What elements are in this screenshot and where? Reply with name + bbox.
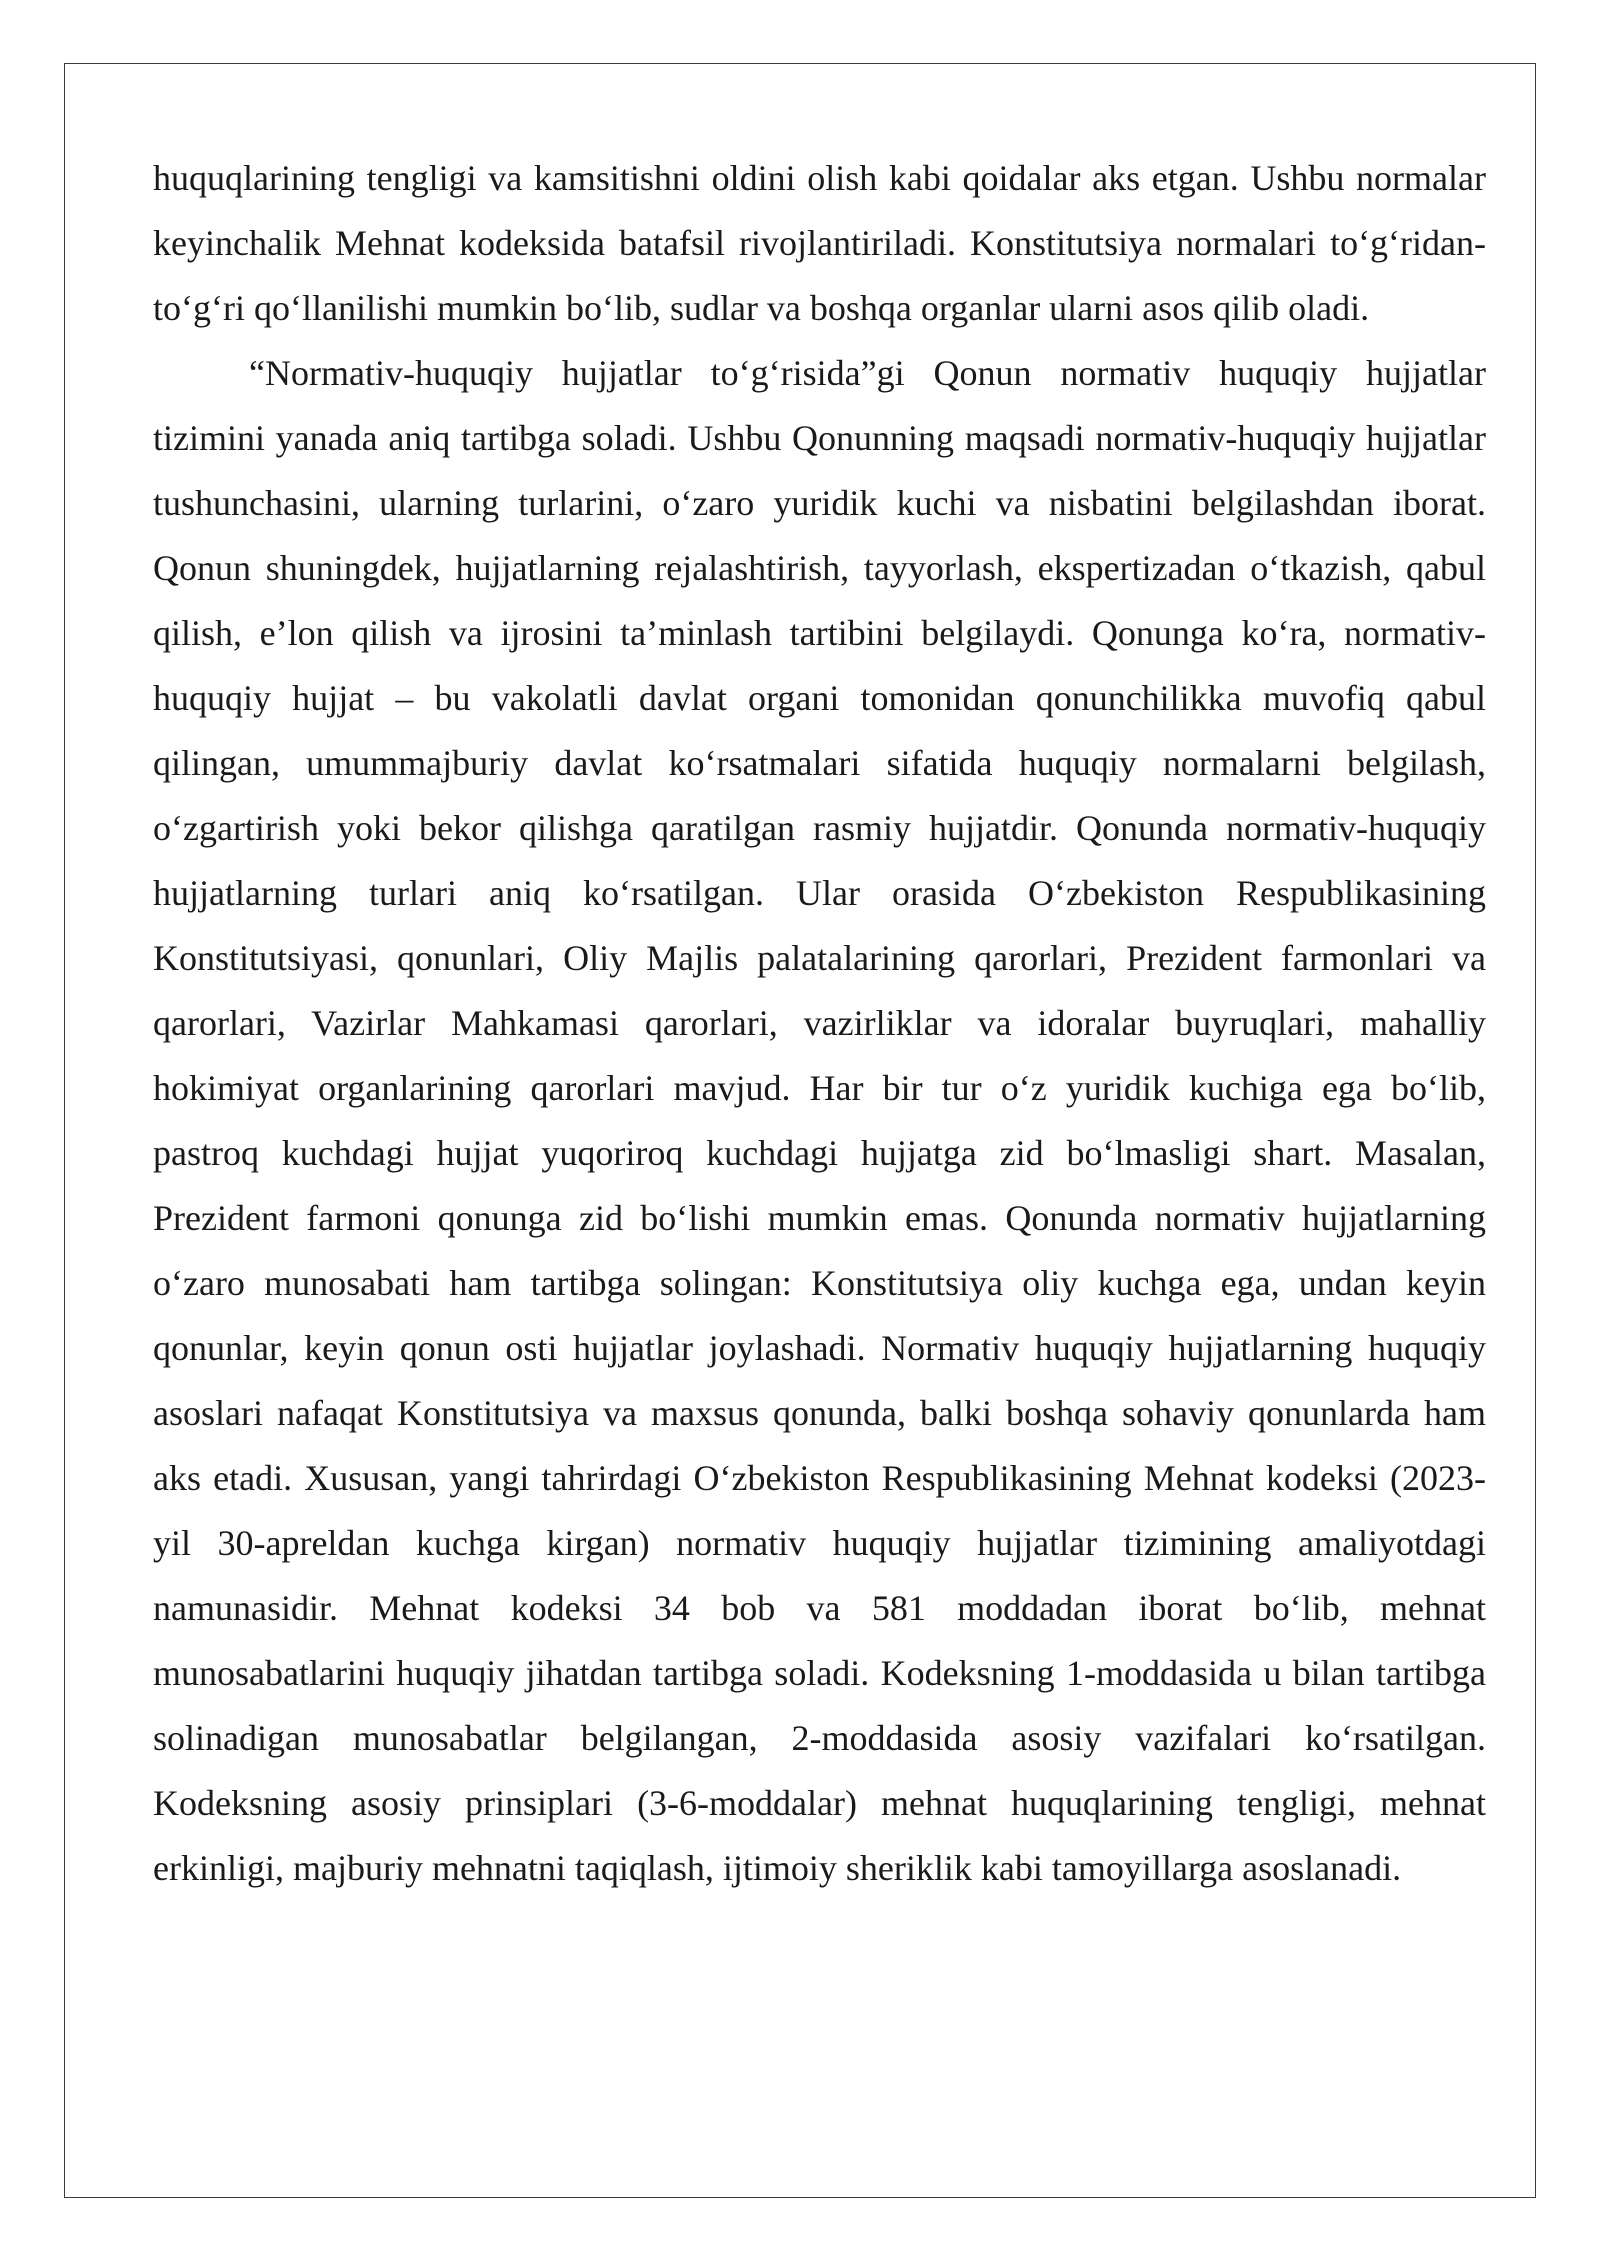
paragraph-normative-law: “Normativ-huquqiy hujjatlar to‘g‘risida”gi Qonun normativ huquqiy hujjatlar tizimini yanada aniq tartibga soladi. Ushbu Qonunning maqsadi normativ-huquqiy hujjatlar tushunchasini, ularning turlarini, o‘zaro yuridik kuchi va nisbatini belgilashdan iborat. Qonun shuningdek, hujjatlarning rejalashtirish, tayyorlash, ekspertizadan o‘tkazish, qabul qilish, e’lon qilish va ijrosini ta’minlash tartibini belgilaydi. Qonunga ko‘ra, normativ-huquqiy hujjat – bu vakolatli davlat organi tomonidan qonunchilikka muvofiq qabul qilingan, umummajburiy davlat ko‘rsatmalari sifatida huquqiy normalarni belgilash, o‘zgartirish yoki bekor qilishga qaratilgan rasmiy hujjatdir. Qonunda normativ-huquqiy hujjatlarning turlari aniq ko‘rsatilgan. Ular orasida O‘zbekiston Respublikasining Konstitutsiyasi, qonunlari, Oliy Majlis palatalarining qarorlari, Prezident farmonlari va qarorlari, Vazirlar Mahkamasi qarorlari, vazirliklar va idoralar buyruqlari, mahalliy hokimiyat organlarining qarorlari mavjud. Har bir tur o‘z yuridik kuchiga ega bo‘lib, pastroq kuchdagi hujjat yuqoriroq kuchdagi hujjatga zid bo‘lmasligi shart. Masalan, Prezident farmoni qonunga zid bo‘lishi mumkin emas. Qonunda normativ hujjatlarning o‘zaro munosabati ham tartibga solingan: Konstitutsiya oliy kuchga ega, undan keyin qonunlar, keyin qonun osti hujjatlar joylashadi. Normativ huquqiy hujjatlarning huquqiy asoslari nafaqat Konstitutsiya va maxsus qonunda, balki boshqa sohaviy qonunlarda ham aks etadi. Xususan, yangi tahrirdagi O‘zbekiston Respublikasining Mehnat kodeksi (2023-yil 30-apreldan kuchga kirgan) normativ huquqiy hujjatlar tizimining amaliyotdagi namunasidir. Mehnat kodeksi 34 bob va 581 moddadan iborat bo‘lib, mehnat munosabatlarini huquqiy jihatdan tartibga soladi. Kodeksning 1-moddasida u bilan tartibga solinadigan munosabatlar belgilangan, 2-moddasida asosiy vazifalari ko‘rsatilgan. Kodeksning asosiy prinsiplari (3-6-moddalar) mehnat huquqlarining tengligi, mehnat erkinligi, majburiy mehnatni taqiqlash, ijtimoiy sheriklik kabi tamoyillarga asoslanadi. (153, 353, 1486, 1888)
document-body (153, 146, 1486, 1901)
paragraph-continuation: huquqlarining tengligi va kamsitishni oldini olish kabi qoidalar aks etgan. Ushbu normalar keyinchalik Mehnat kodeksida batafsil rivojlantiriladi. Konstitutsiya normalari to‘g‘ridan-to‘g‘ri qo‘llanilishi mumkin bo‘lib, sudlar va boshqa organlar ularni asos qilib oladi. (153, 158, 1486, 328)
